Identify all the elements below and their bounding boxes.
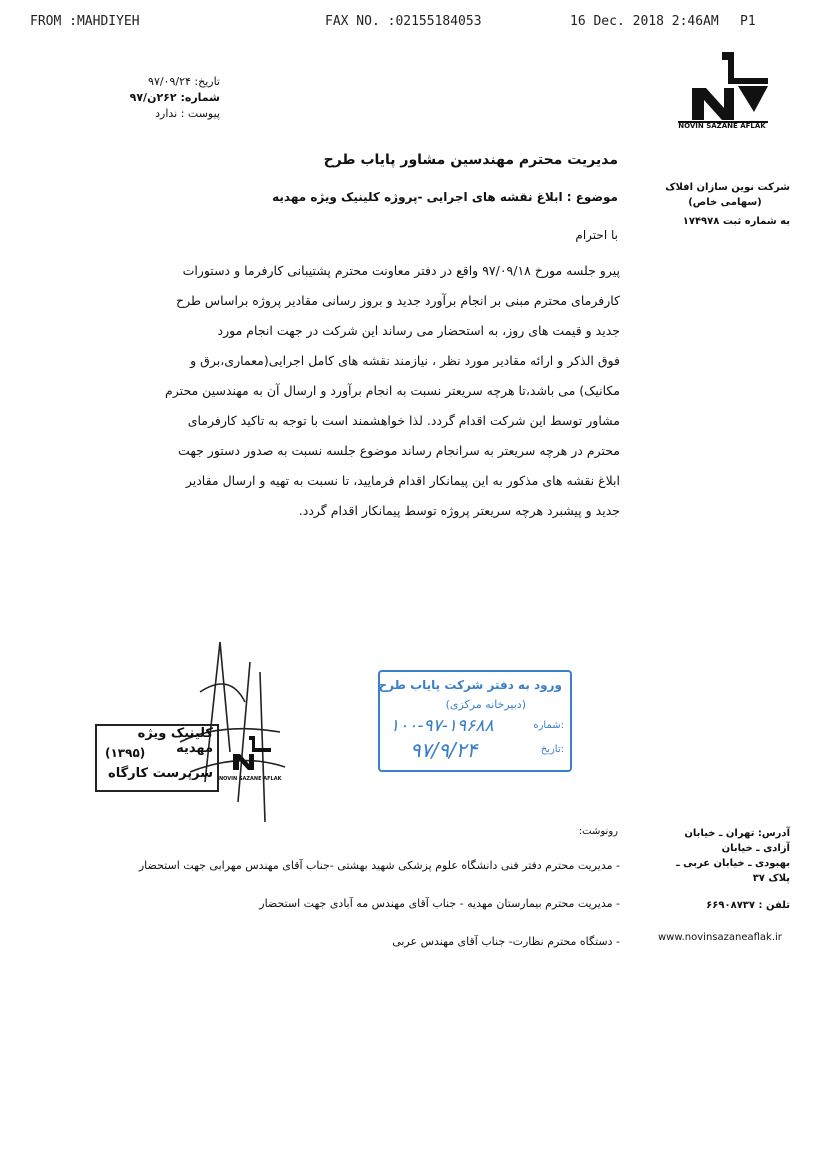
cc-item: - دستگاه محترم نظارت- جناب آقای مهندس عربی (392, 935, 620, 948)
letter-attachment: پیوست : ندارد (155, 107, 220, 120)
receipt-date-label: تاریخ: (540, 744, 564, 755)
letter-subject: موضوع : ابلاغ نقشه های اجرایی -پروژه کلینیک ویژه مهدیه (272, 190, 618, 204)
receipt-number-label: شماره: (533, 720, 564, 731)
body-line: کارفرمای محترم مبنی بر انجام برآورد جدید و بروز رسانی مقادیر پروژه براساس طرح (176, 293, 620, 308)
stamp-title: سرپرست کارگاه (108, 766, 213, 781)
company-type: (سهامی خاص) (688, 197, 762, 208)
fax-page: P1 (740, 14, 756, 29)
body-line: محترم در هرچه سریعتر به سرانجام رساند موضوع جلسه نسبت به صدور دستور جهت (178, 443, 620, 458)
fax-datetime: 16 Dec. 2018 2:46AM (570, 14, 719, 29)
sidebar-company (660, 180, 790, 229)
fax-number: FAX NO. :02155184053 (325, 14, 482, 29)
receipt-number-value: ۱۰۰-۹۷-۱۹۶۸۸ (390, 716, 494, 736)
company-name: شرکت نوین سازان افلاک (665, 182, 790, 193)
letter-greeting: با احترام (575, 228, 618, 242)
receipt-stamp-title: ورود به دفتر شرکت پایاب طرح (378, 678, 562, 692)
site-supervisor-stamp (95, 718, 285, 793)
stamp-logo-icon (225, 734, 275, 774)
company-phone: تلفن : ۶۶۹۰۸۷۳۷ (706, 900, 790, 911)
company-website: www.novinsazaneaflak.ir (658, 932, 782, 943)
receipt-stamp (378, 670, 572, 772)
letter-number: شماره: ۲۶۲ن/۹۷ (129, 91, 220, 104)
stamp-logo-caption: NOVIN SAZANE AFLAK (219, 776, 282, 782)
cc-list (120, 856, 620, 970)
registration-number: به شماره ثبت ۱۷۴۹۷۸ (682, 216, 790, 227)
logo-caption: NOVIN SAZANE AFLAK (678, 122, 766, 130)
fax-header (0, 14, 819, 34)
body-line: مشاور توسط این شرکت اقدام گردد. لذا خواهشمند است با توجه به تاکید کارفرمای (187, 413, 620, 428)
stamp-year: (۱۳۹۵) (105, 746, 146, 760)
sidebar-address (660, 826, 790, 913)
address-line-2: بهبودی ـ خیابان عربی ـ پلاک ۳۷ (676, 858, 790, 884)
letter-meta (100, 74, 220, 122)
body-line: مکانیک) می باشد،تا هرچه سریعتر نسبت به انجام برآورد و ارسال آن به مهندسین محترم (165, 383, 620, 398)
receipt-stamp-subtitle: (دبیرخانه مرکزی) (445, 698, 526, 711)
body-line: جدید و قیمت های روز، به استحضار می رساند این شرکت در جهت انجام مورد (217, 323, 620, 338)
cc-item: - مدیریت محترم بیمارستان مهدیه - جناب آقای مهندس مه آبادی جهت استحضار (259, 897, 620, 910)
fax-from: FROM :MAHDIYEH (30, 14, 140, 29)
letter-date: تاریخ: ۹۷/۰۹/۲۴ (148, 75, 220, 88)
body-line: پیرو جلسه مورخ ۹۷/۰۹/۱۸ واقع در دفتر معاونت محترم پشتیبانی کارفرما و دستورات (182, 263, 620, 278)
stamp-clinic-name: کلینیک ویژه مهدیه (137, 726, 213, 756)
body-line: ابلاغ نقشه های مذکور به این پیمانکار اقدام فرمایید، تا نسبت به تهیه و ارسال مقادیر (185, 473, 620, 488)
letter-recipient: مدیریت محترم مهندسین مشاور پایاب طرح (323, 152, 618, 168)
cc-label: رونوشت: (578, 826, 618, 837)
body-line: فوق الذکر و ارائه مقادیر مورد نظر ، نیازمند نقشه های کامل اجرایی(معماری،برق و (190, 353, 620, 368)
address-line-1: آدرس: تهران ـ خیابان آزادی ـ خیابان (684, 828, 790, 854)
cc-item: - مدیریت محترم دفتر فنی دانشگاه علوم پزشکی شهید بهشتی -جناب آقای مهندس مهرابی جهت استحضار (138, 859, 620, 872)
body-line: جدید و پیشبرد هرچه سریعتر پروژه توسط پیمانکار اقدام گردد. (298, 503, 620, 518)
receipt-date-value: ۹۷/۹/۲۴ (410, 738, 478, 762)
letter-body (120, 256, 620, 526)
